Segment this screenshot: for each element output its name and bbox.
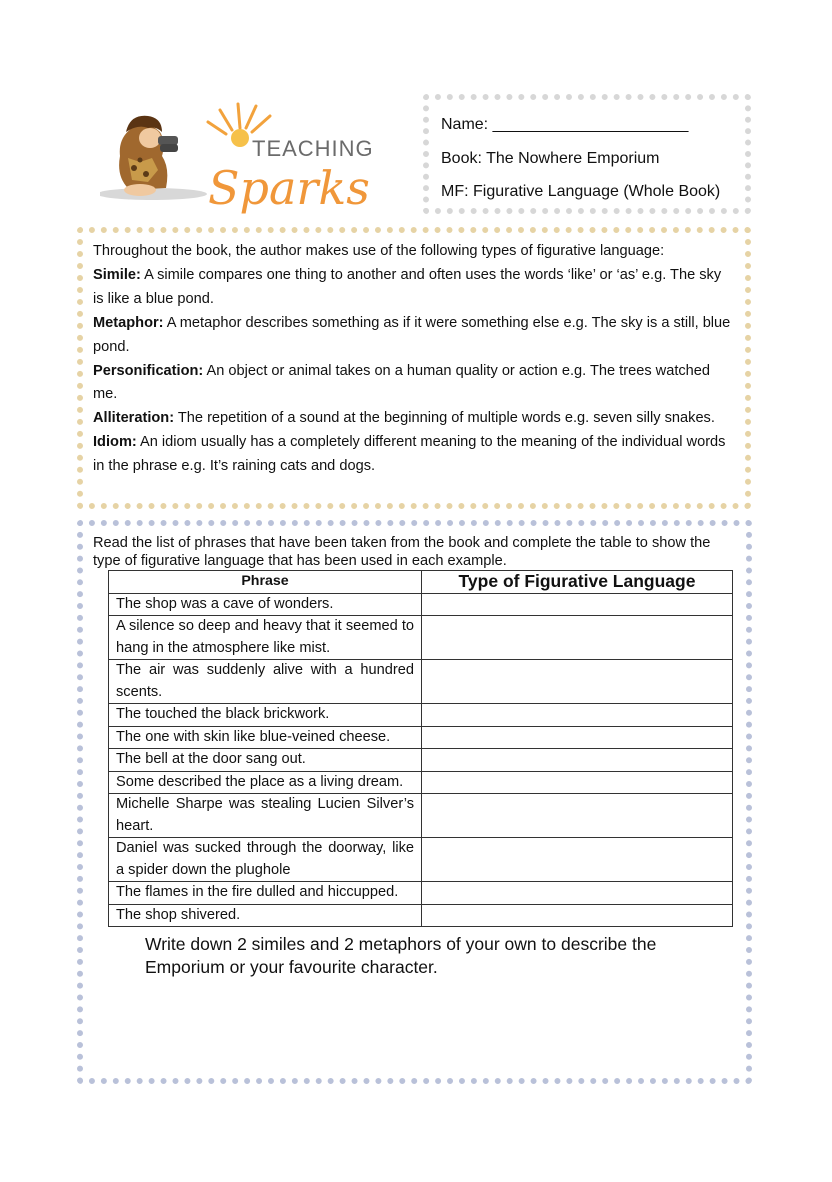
teaching-sparks-logo: [100, 98, 390, 216]
phrase-column-header: Phrase: [109, 571, 422, 594]
book-title-line: Book: The Nowhere Emporium: [441, 149, 660, 167]
table-row: [109, 882, 733, 905]
definition-personification: Personification: An object or animal takes on a human quality or action e.g. The trees watched me.: [93, 362, 711, 403]
svg-text:TEACHING: TEACHING: [252, 136, 374, 161]
table-row: [109, 616, 733, 660]
definition-metaphor: Metaphor: A metaphor describes something as if it were something else e.g. The sky is a still, blue pond.: [93, 314, 731, 355]
definition-idiom: Idiom: An idiom usually has a completely different meaning to the meaning of the individual words in the phrase e.g. It’s raining cats and dogs.: [93, 434, 726, 475]
topic-line: MF: Figurative Language (Whole Book): [441, 183, 721, 200]
definitions-box: [77, 227, 751, 509]
svg-text:Sparks: Sparks: [208, 161, 370, 215]
phrase-cell: The shop shivered.: [109, 904, 422, 927]
answer-cell[interactable]: [422, 593, 733, 616]
table-header-row: [109, 571, 733, 594]
table-row: [109, 726, 733, 749]
answer-cell[interactable]: [422, 616, 733, 660]
table-row: [109, 704, 733, 727]
phrase-cell: A silence so deep and heavy that it seemed to hang in the atmosphere like mist.: [109, 616, 422, 660]
answer-cell[interactable]: [422, 749, 733, 772]
caveman-logo-icon: [100, 98, 390, 216]
worksheet-info-box: [423, 94, 751, 214]
phrase-cell: The flames in the fire dulled and hiccupped.: [109, 882, 422, 905]
answer-cell[interactable]: [422, 771, 733, 794]
answer-cell[interactable]: [422, 794, 733, 838]
phrase-cell: Some described the place as a living dream.: [109, 771, 422, 794]
phrase-cell: The touched the black brickwork.: [109, 704, 422, 727]
answer-cell[interactable]: [422, 726, 733, 749]
phrase-cell: The bell at the door sang out.: [109, 749, 422, 772]
table-row: [109, 593, 733, 616]
table-row: [109, 660, 733, 704]
answer-cell[interactable]: [422, 882, 733, 905]
table-row: [109, 838, 733, 882]
answer-cell[interactable]: [422, 704, 733, 727]
definitions-intro: Throughout the book, the author makes use of the following types of figurative language:: [93, 243, 665, 259]
table-row: [109, 904, 733, 927]
phrase-cell: The shop was a cave of wonders.: [109, 593, 422, 616]
phrase-cell: Daniel was sucked through the doorway, like a spider down the plughole: [109, 838, 422, 882]
answer-cell[interactable]: [422, 838, 733, 882]
task-instructions: Read the list of phrases that have been taken from the book and complete the table to show the type of figurative language that has been used in each example.: [93, 535, 711, 569]
table-row: [109, 749, 733, 772]
answer-cell[interactable]: [422, 904, 733, 927]
phrase-cell: The air was suddenly alive with a hundred scents.: [109, 660, 422, 704]
name-field-line: Name: ______________________: [441, 116, 689, 133]
phrase-cell: The one with skin like blue-veined cheese.: [109, 726, 422, 749]
definition-simile: Simile: A simile compares one thing to another and often uses the words ‘like’ or ‘as’ e.g. The sky is like a blue pond.: [93, 266, 722, 307]
closing-task-text: Write down 2 similes and 2 metaphors of your own to describe the Emporium or your favourite character.: [145, 934, 657, 977]
definition-alliteration: Alliteration: The repetition of a sound at the beginning of multiple words e.g. seven silly snakes.: [93, 410, 715, 427]
phrase-cell: Michelle Sharpe was stealing Lucien Silver’s heart.: [109, 794, 422, 838]
type-column-header: Type of Figurative Language: [422, 571, 733, 594]
task-box: [77, 520, 752, 1084]
table-row: [109, 794, 733, 838]
answer-cell[interactable]: [422, 660, 733, 704]
figurative-language-table: [108, 570, 733, 927]
table-row: [109, 771, 733, 794]
